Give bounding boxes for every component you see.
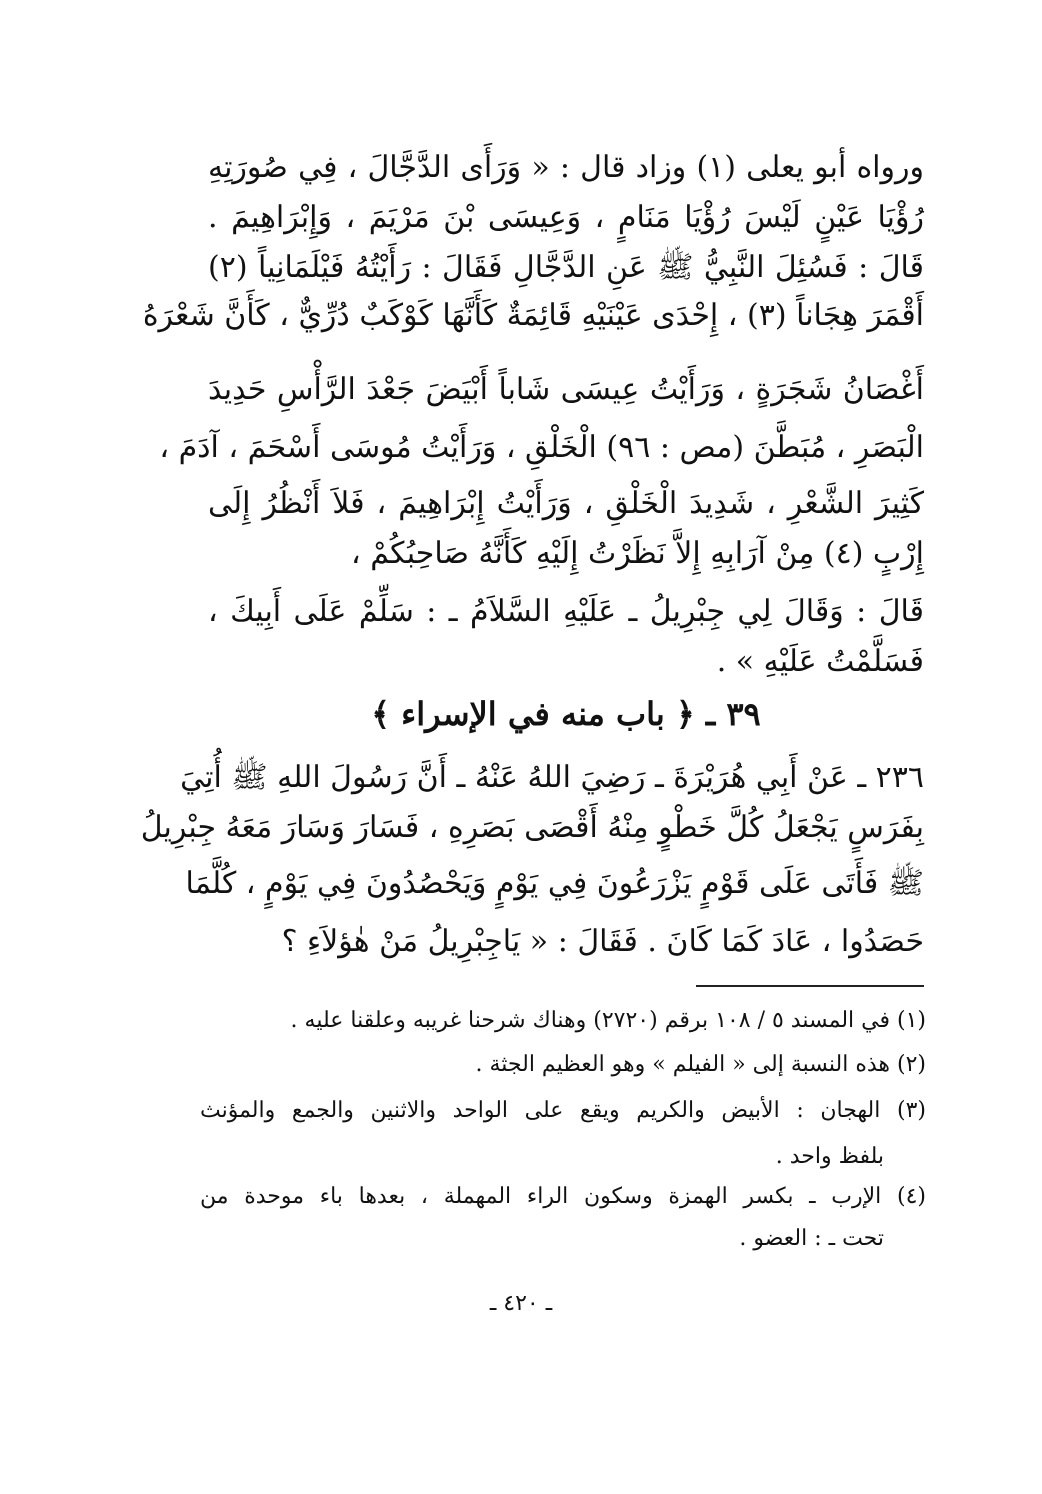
footnote-4: (٤) الإرب ـ بكسر الهمزة وسكون الراء المهملة ، بعدها باء موحدة من bbox=[200, 1184, 926, 1209]
body-line-2: رُؤْيَا عَيْنٍ لَيْسَ رُؤْيَا مَنَامٍ ، وَعِيسَى بْنَ مَرْيَمَ ، وَإِبْرَاهِيمَ . bbox=[208, 200, 924, 235]
footnote-3-continuation: بلفظ واحد . bbox=[775, 1144, 884, 1169]
hadith-line-1: ٢٣٦ ـ عَنْ أَبِي هُرَيْرَةَ ـ رَضِيَ اللهُ عَنْهُ ـ أَنَّ رَسُولَ اللهِ ﷺ أُتِيَ bbox=[180, 760, 924, 795]
hadith-line-2: بِفَرَسٍ يَجْعَلُ كُلَّ خَطْوٍ مِنْهُ أَقْصَى بَصَرِهِ ، فَسَارَ وَسَارَ مَعَهُ جِبْرِيلُ bbox=[140, 810, 924, 845]
footnote-4-continuation: تحت ـ : العضو . bbox=[739, 1226, 884, 1251]
body-line-6: الْبَصَرِ ، مُبَطَّنَ (مص : ٩٦) الْخَلْقِ ، وَرَأَيْتُ مُوسَى أَسْحَمَ ، آدَمَ ، bbox=[159, 430, 924, 465]
hadith-line-3: ﷺ فَأَتَى عَلَى قَوْمٍ يَزْرَعُونَ فِي يَوْمٍ وَيَحْصُدُونَ فِي يَوْمٍ ، كُلَّمَا bbox=[185, 866, 924, 901]
hadith-line-4: حَصَدُوا ، عَادَ كَمَا كَانَ . فَقَالَ : « يَاجِبْرِيلُ مَنْ هٰؤلاَءِ ؟ bbox=[281, 924, 924, 959]
footnote-1: (١) في المسند ٥ / ١٠٨ برقم (٢٧٢٠) وهناك شرحنا غريبه وعلقنا عليه . bbox=[290, 1008, 926, 1033]
footnote-separator bbox=[696, 985, 924, 987]
body-line-8: إِرْبٍ (٤) مِنْ آرَابِهِ إِلاَّ نَظَرْتُ إِلَيْهِ كَأَنَّهُ صَاحِبُكُمْ ، bbox=[350, 536, 924, 571]
body-line-9: قَالَ : وَقَالَ لِي جِبْرِيلُ ـ عَلَيْهِ السَّلاَمُ ـ : سَلِّمْ عَلَى أَبِيكَ ، bbox=[208, 594, 924, 629]
footnote-3: (٣) الهجان : الأبيض والكريم ويقع على الواحد والاثنين والجمع والمؤنث bbox=[200, 1098, 926, 1123]
body-line-10: فَسَلَّمْتُ عَلَيْهِ » . bbox=[716, 644, 924, 679]
page-number: ـ ٤٢٠ ـ bbox=[489, 1291, 553, 1316]
body-line-3: قَالَ : فَسُئِلَ النَّبِيُّ ﷺ عَنِ الدَّجَّالِ فَقَالَ : رَأَيْتُهُ فَيْلَمَانِياً (٢) bbox=[208, 250, 924, 285]
body-line-4: أَقْمَرَ هِجَاناً (٣) ، إِحْدَى عَيْنَيْهِ قَائِمَةٌ كَأَنَّهَا كَوْكَبٌ دُرِّيٌّ ، كَأَنَّ شَعْرَهُ bbox=[142, 298, 924, 333]
footnote-2: (٢) هذه النسبة إلى « الفيلم » وهو العظيم الجثة . bbox=[475, 1052, 926, 1077]
body-line-7: كَثِيرَ الشَّعْرِ ، شَدِيدَ الْخَلْقِ ، وَرَأَيْتُ إِبْرَاهِيمَ ، فَلاَ أَنْظُرُ إِلَى bbox=[208, 486, 924, 521]
chapter-heading: ٣٩ ـ ﴿ باب منه في الإسراء ﴾ bbox=[371, 695, 761, 733]
body-line-1: ورواه أبو يعلى (١) وزاد قال : « وَرَأَى الدَّجَّالَ ، فِي صُورَتِهِ bbox=[208, 150, 924, 185]
body-line-5: أَغْصَانُ شَجَرَةٍ ، وَرَأَيْتُ عِيسَى شَاباً أَبْيَضَ جَعْدَ الرَّأْسِ حَدِيدَ bbox=[208, 372, 924, 407]
